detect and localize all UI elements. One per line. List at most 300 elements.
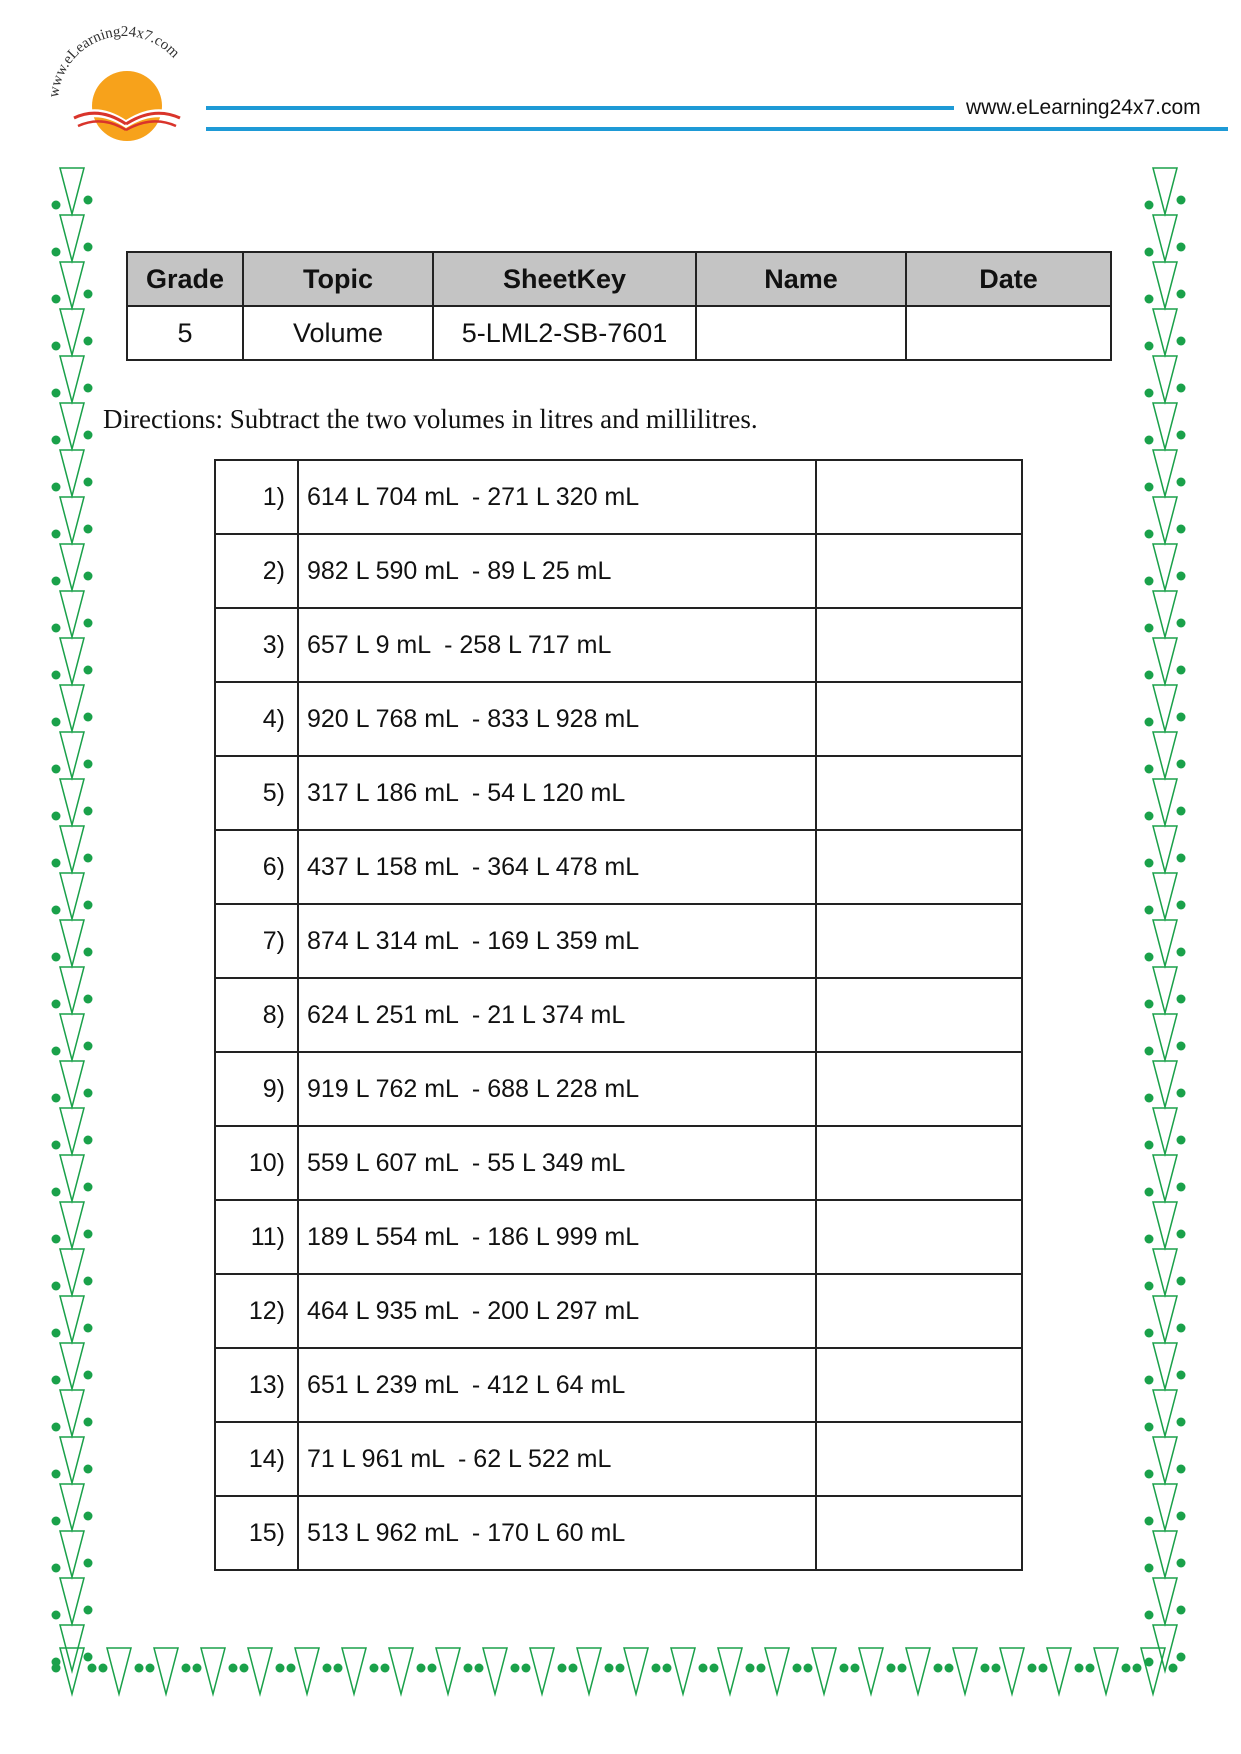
border-dot [52,1094,61,1103]
border-dot [1145,436,1154,445]
border-dot [1177,1324,1186,1333]
border-dot [1169,1664,1178,1673]
border-dot [1177,760,1186,769]
problem-row [215,1348,1022,1422]
border-dot [52,577,61,586]
problem-row [215,1200,1022,1274]
header-name: Name [696,252,906,306]
border-triangle [60,967,84,1013]
border-triangle [60,779,84,825]
border-dot [757,1664,766,1673]
border-dot [84,384,93,393]
border-dot [1177,1089,1186,1098]
border-triangle [295,1648,319,1694]
answer-box[interactable] [816,1348,1022,1422]
border-triangle [342,1648,366,1694]
border-dot [428,1664,437,1673]
border-dot [1177,1653,1186,1662]
border-dot [1145,342,1154,351]
header-sheetkey: SheetKey [433,252,696,306]
problem-number: 1) [215,460,298,534]
border-triangle [1153,1531,1177,1577]
border-dot [84,1042,93,1051]
border-triangle [1153,215,1177,261]
answer-box[interactable] [816,460,1022,534]
border-triangle [60,1531,84,1577]
border-dot [84,1465,93,1474]
border-dot [992,1664,1001,1673]
border-dot [52,953,61,962]
problem-row [215,1496,1022,1570]
border-dot [84,196,93,205]
border-dot [1177,666,1186,675]
border-dot [1075,1664,1084,1673]
border-triangle [60,262,84,308]
border-dot [1145,530,1154,539]
border-triangle [154,1648,178,1694]
border-dot [52,1188,61,1197]
answer-box[interactable] [816,1274,1022,1348]
border-triangle [60,403,84,449]
border-dot [99,1664,108,1673]
border-dot [793,1664,802,1673]
border-dot [84,1324,93,1333]
problem-expression: 464 L 935 mL - 200 L 297 mL [298,1274,816,1348]
border-dot [417,1664,426,1673]
border-dot [1145,1611,1154,1620]
border-dot [84,337,93,346]
border-triangle [906,1648,930,1694]
answer-box[interactable] [816,1052,1022,1126]
border-triangle [60,638,84,684]
border-dot [1177,1606,1186,1615]
border-dot [52,1376,61,1385]
border-triangle [1153,1296,1177,1342]
border-dot [1177,1418,1186,1427]
problem-expression: 874 L 314 mL - 169 L 359 mL [298,904,816,978]
border-dot [1177,948,1186,957]
border-dot [1177,196,1186,205]
problem-number: 9) [215,1052,298,1126]
border-dot [663,1664,672,1673]
border-dot [1145,389,1154,398]
info-table [126,251,1112,361]
border-dot [1177,1277,1186,1286]
border-dot [287,1664,296,1673]
border-triangle [1094,1648,1118,1694]
border-dot [464,1664,473,1673]
border-dot [52,812,61,821]
border-dot [710,1664,719,1673]
border-dot [52,718,61,727]
border-triangle [1153,591,1177,637]
border-dot [1145,1376,1154,1385]
border-dot [699,1664,708,1673]
border-triangle [436,1648,460,1694]
border-triangle [1153,1578,1177,1624]
border-dot [1177,854,1186,863]
border-dot [1145,1282,1154,1291]
border-triangle [60,1061,84,1107]
border-dot [1145,201,1154,210]
border-triangle [60,1249,84,1295]
border-dot [52,1235,61,1244]
border-dot [84,901,93,910]
problem-row [215,1052,1022,1126]
border-dot [1145,859,1154,868]
border-triangle [1153,1202,1177,1248]
border-dot [52,1000,61,1009]
problem-expression: 71 L 961 mL - 62 L 522 mL [298,1422,816,1496]
problem-number: 15) [215,1496,298,1570]
border-dot [1145,577,1154,586]
border-dot [84,854,93,863]
border-triangle [60,1296,84,1342]
border-dot [898,1664,907,1673]
border-triangle [577,1648,601,1694]
border-dot [381,1664,390,1673]
border-dot [135,1664,144,1673]
border-dot [370,1664,379,1673]
border-dot [522,1664,531,1673]
border-dot [84,1183,93,1192]
answer-box[interactable] [816,534,1022,608]
border-triangle [60,356,84,402]
border-dot [1145,1000,1154,1009]
border-triangle [60,497,84,543]
answer-box[interactable] [816,608,1022,682]
border-dot [84,243,93,252]
border-triangle [60,1343,84,1389]
border-dot [52,1611,61,1620]
problem-expression: 657 L 9 mL - 258 L 717 mL [298,608,816,682]
grade-value: 5 [127,306,243,360]
border-dot [558,1664,567,1673]
problem-number: 3) [215,608,298,682]
border-triangle [1047,1648,1071,1694]
answer-box[interactable] [816,1422,1022,1496]
problem-expression: 317 L 186 mL - 54 L 120 mL [298,756,816,830]
problem-expression: 919 L 762 mL - 688 L 228 mL [298,1052,816,1126]
problem-row [215,682,1022,756]
problem-row [215,978,1022,1052]
problem-row [215,534,1022,608]
problem-row [215,830,1022,904]
border-dot [52,1141,61,1150]
border-dot [1145,1188,1154,1197]
border-dot [52,1282,61,1291]
answer-box[interactable] [816,756,1022,830]
problems-table [214,459,1023,1571]
border-triangle [1153,544,1177,590]
border-dot [84,1512,93,1521]
border-triangle [812,1648,836,1694]
border-dot [475,1664,484,1673]
border-dot [334,1664,343,1673]
problem-row [215,460,1022,534]
border-dot [52,389,61,398]
border-triangle [60,1437,84,1483]
site-url: www.eLearning24x7.com [966,96,1201,119]
border-triangle [201,1648,225,1694]
problem-expression: 614 L 704 mL - 271 L 320 mL [298,460,816,534]
border-triangle [1153,779,1177,825]
problem-row [215,756,1022,830]
problem-expression: 559 L 607 mL - 55 L 349 mL [298,1126,816,1200]
border-dot [52,859,61,868]
border-triangle [60,1390,84,1436]
border-dot [84,290,93,299]
border-triangle [718,1648,742,1694]
border-triangle [60,215,84,261]
border-dot [84,619,93,628]
border-dot [1145,1329,1154,1338]
header-topic: Topic [243,252,433,306]
border-dot [84,431,93,440]
border-dot [52,1423,61,1432]
border-dot [276,1664,285,1673]
border-dot [1086,1664,1095,1673]
border-dot [887,1664,896,1673]
border-dot [182,1664,191,1673]
border-dot [1145,1094,1154,1103]
problem-expression: 920 L 768 mL - 833 L 928 mL [298,682,816,756]
border-triangle [60,873,84,919]
border-dot [323,1664,332,1673]
answer-box[interactable] [816,682,1022,756]
border-triangle [1153,497,1177,543]
border-triangle [1153,1437,1177,1483]
border-dot [84,1089,93,1098]
header-date: Date [906,252,1111,306]
border-dot [616,1664,625,1673]
border-dot [1122,1664,1131,1673]
border-triangle [1153,1343,1177,1389]
border-dot [1177,1559,1186,1568]
border-triangle [859,1648,883,1694]
border-triangle [1153,920,1177,966]
border-triangle [1153,873,1177,919]
border-triangle [60,544,84,590]
border-triangle [60,591,84,637]
border-dot [1177,384,1186,393]
border-dot [52,906,61,915]
border-dot [240,1664,249,1673]
border-triangle [60,1108,84,1154]
border-dot [1177,995,1186,1004]
border-triangle [1153,1390,1177,1436]
border-dot [1145,248,1154,257]
problem-expression: 437 L 158 mL - 364 L 478 mL [298,830,816,904]
sheetkey-value: 5-LML2-SB-7601 [433,306,696,360]
border-dot [1177,619,1186,628]
border-dot [840,1664,849,1673]
border-dot [193,1664,202,1673]
border-dot [52,248,61,257]
border-dot [945,1664,954,1673]
border-triangle [60,826,84,872]
border-dot [52,530,61,539]
border-dot [88,1664,97,1673]
header-grade: Grade [127,252,243,306]
border-dot [84,807,93,816]
border-dot [1145,1047,1154,1056]
border-dot [52,342,61,351]
border-dot [84,1277,93,1286]
border-triangle [60,1155,84,1201]
answer-box[interactable] [816,1126,1022,1200]
border-dot [52,1664,61,1673]
border-dot [84,760,93,769]
border-triangle [60,685,84,731]
border-dot [1145,718,1154,727]
border-triangle [1153,685,1177,731]
border-dot [1177,713,1186,722]
directions: Directions: Subtract the two volumes in litres and millilitres. [103,404,758,434]
border-triangle [530,1648,554,1694]
border-dot [1145,906,1154,915]
border-dot [1145,671,1154,680]
problem-number: 12) [215,1274,298,1348]
border-dot [1177,1136,1186,1145]
border-dot [52,1564,61,1573]
answer-box[interactable] [816,978,1022,1052]
problem-number: 11) [215,1200,298,1274]
border-dot [52,765,61,774]
border-triangle [624,1648,648,1694]
border-triangle [1153,1061,1177,1107]
border-dot [84,478,93,487]
border-dot [84,572,93,581]
border-triangle [60,1202,84,1248]
border-triangle [1153,1108,1177,1154]
answer-box[interactable] [816,830,1022,904]
name-field[interactable] [696,306,906,360]
border-dot [84,1371,93,1380]
border-dot [84,713,93,722]
border-dot [1145,1470,1154,1479]
border-dot [84,1559,93,1568]
problem-number: 8) [215,978,298,1052]
problem-expression: 651 L 239 mL - 412 L 64 mL [298,1348,816,1422]
border-dot [1177,1230,1186,1239]
answer-box[interactable] [816,1200,1022,1274]
border-dot [1177,525,1186,534]
border-dot [84,1418,93,1427]
border-dot [52,295,61,304]
border-triangle [1153,1014,1177,1060]
border-dot [84,948,93,957]
border-triangle [1153,356,1177,402]
border-triangle [60,309,84,355]
border-dot [1177,478,1186,487]
border-dot [1145,1141,1154,1150]
border-dot [52,1470,61,1479]
border-dot [569,1664,578,1673]
border-dot [1145,1423,1154,1432]
border-dot [1028,1664,1037,1673]
border-dot [52,671,61,680]
border-dot [652,1664,661,1673]
border-dot [746,1664,755,1673]
border-dot [52,1517,61,1526]
border-triangle [60,1578,84,1624]
border-dot [1177,337,1186,346]
border-dot [1145,624,1154,633]
border-triangle [248,1648,272,1694]
border-dot [84,1606,93,1615]
border-triangle [1153,450,1177,496]
border-triangle [671,1648,695,1694]
border-dot [1177,431,1186,440]
border-dot [146,1664,155,1673]
border-triangle [1153,309,1177,355]
problem-row [215,1126,1022,1200]
border-dot [84,1230,93,1239]
border-triangle [1153,638,1177,684]
border-triangle [483,1648,507,1694]
border-dot [84,1653,93,1662]
border-dot [1145,1235,1154,1244]
border-dot [1177,1512,1186,1521]
problem-number: 6) [215,830,298,904]
problem-expression: 624 L 251 mL - 21 L 374 mL [298,978,816,1052]
border-triangle [60,920,84,966]
border-dot [1145,295,1154,304]
border-triangle [1153,1484,1177,1530]
border-dot [1177,1183,1186,1192]
date-field[interactable] [906,306,1111,360]
border-dot [1177,243,1186,252]
border-dot [84,1136,93,1145]
border-triangle [60,450,84,496]
border-dot [981,1664,990,1673]
border-triangle [60,1484,84,1530]
border-dot [52,624,61,633]
border-triangle [1153,732,1177,778]
border-triangle [1153,168,1177,214]
border-triangle [1153,403,1177,449]
border-dot [851,1664,860,1673]
border-dot [52,1047,61,1056]
border-triangle [1153,1249,1177,1295]
border-dot [1177,1465,1186,1474]
border-dot [84,666,93,675]
problem-expression: 513 L 962 mL - 170 L 60 mL [298,1496,816,1570]
problem-number: 14) [215,1422,298,1496]
border-dot [1177,572,1186,581]
problem-row [215,608,1022,682]
border-triangle [1153,967,1177,1013]
answer-box[interactable] [816,904,1022,978]
problem-row [215,1274,1022,1348]
problem-number: 2) [215,534,298,608]
problem-number: 10) [215,1126,298,1200]
border-triangle [1153,1155,1177,1201]
answer-box[interactable] [816,1496,1022,1570]
border-dot [84,525,93,534]
border-dot [804,1664,813,1673]
problem-number: 13) [215,1348,298,1422]
border-triangle [765,1648,789,1694]
border-dot [52,483,61,492]
border-dot [52,1329,61,1338]
problem-row [215,904,1022,978]
border-dot [605,1664,614,1673]
problem-number: 4) [215,682,298,756]
border-dot [1177,901,1186,910]
border-dot [229,1664,238,1673]
